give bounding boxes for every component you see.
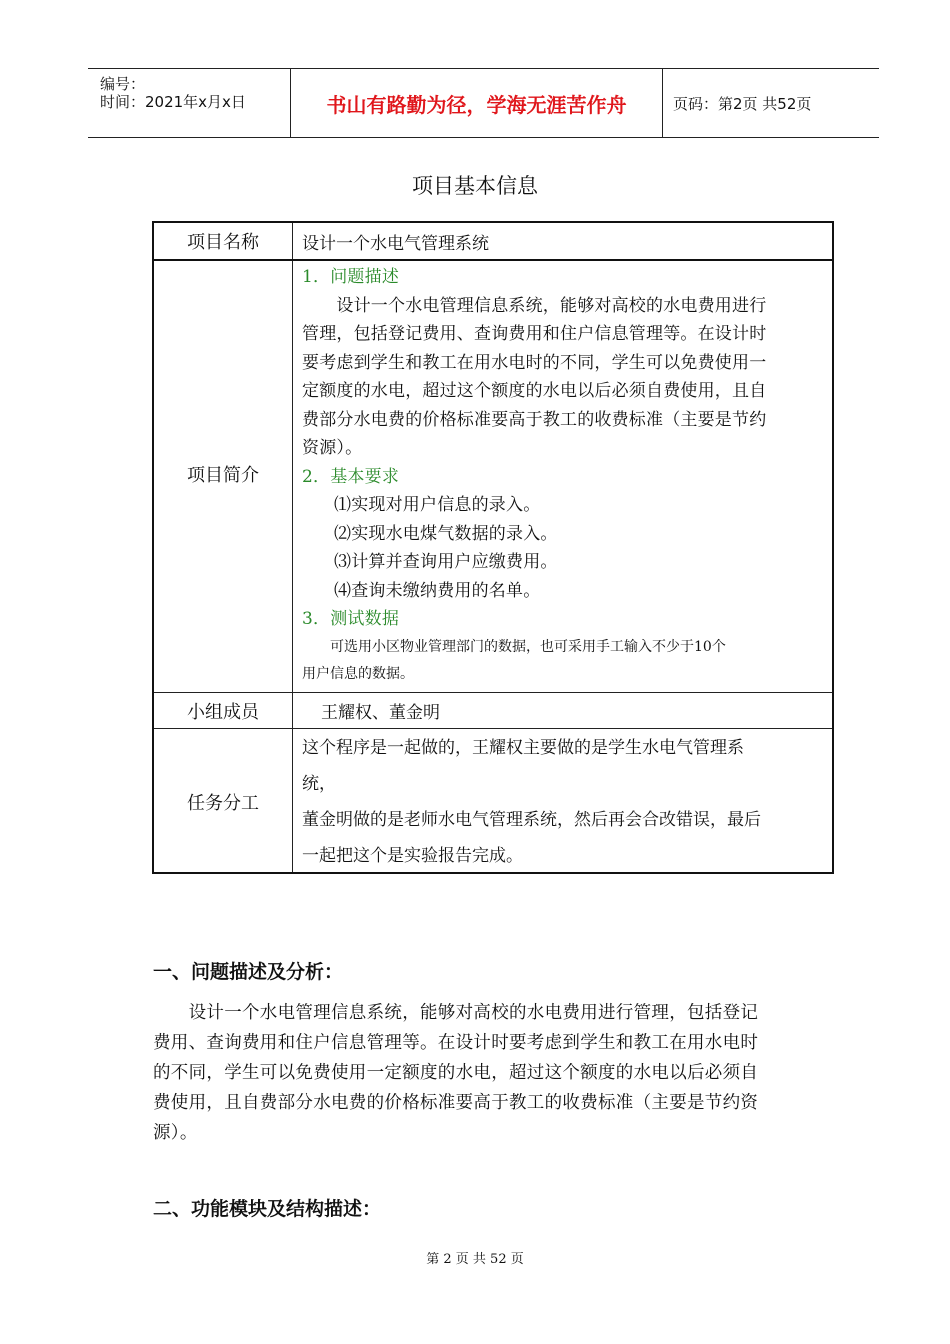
test-data-line: 可选用小区物业管理部门的数据，也可采用手工输入不少于10个 bbox=[302, 638, 726, 655]
project-intro-content bbox=[302, 263, 827, 688]
project-info-table bbox=[152, 221, 834, 874]
row-divider bbox=[154, 259, 832, 261]
test-data-line: 用户信息的数据。 bbox=[302, 665, 414, 682]
section1-line: 定额度的水电，超过这个额度的水电以后必须自费使用，且自 bbox=[302, 381, 767, 401]
section-two-heading: 二、功能模块及结构描述： bbox=[153, 1198, 382, 1220]
task-label: 任务分工 bbox=[187, 793, 259, 814]
requirement-item: ⑵实现水电煤气数据的录入。 bbox=[334, 523, 558, 544]
section-one-body bbox=[153, 998, 803, 1148]
time-label: 时间：2021年x月x日 bbox=[100, 93, 246, 111]
task-content bbox=[302, 730, 832, 874]
page-footer: 第 2 页 共 52 页 bbox=[426, 1252, 524, 1267]
page-header bbox=[88, 68, 879, 138]
row-divider bbox=[154, 692, 832, 693]
project-name-value: 设计一个水电气管理系统 bbox=[302, 234, 489, 254]
column-divider bbox=[292, 223, 293, 872]
project-name-label: 项目名称 bbox=[187, 232, 259, 253]
row-divider bbox=[154, 728, 832, 729]
section-one-heading: 一、问题描述及分析： bbox=[153, 961, 344, 983]
section1-line: 管理，包括登记费用、查询费用和住户信息管理等。在设计时 bbox=[302, 324, 767, 344]
section-one-line: 费使用，且自费部分水电费的价格标准要高于教工的收费标准（主要是节约资 bbox=[153, 1093, 759, 1113]
section1-line: 资源）。 bbox=[302, 438, 363, 458]
task-line: 这个程序是一起做的，王耀权主要做的是学生水电气管理系 bbox=[302, 738, 744, 758]
requirement-item: ⑶计算并查询用户应缴费用。 bbox=[334, 552, 558, 572]
section-one-line: 的不同，学生可以免费使用一定额度的水电，超过这个额度的水电以后必须自 bbox=[153, 1063, 759, 1083]
members-value: 王耀权、董金明 bbox=[321, 703, 440, 723]
section2-title: 2．基本要求 bbox=[302, 466, 400, 487]
requirement-item: ⑴实现对用户信息的录入。 bbox=[334, 495, 541, 515]
header-motto: 书山有路勤为径，学海无涯苦作舟 bbox=[291, 69, 663, 137]
section1-title: 1．问题描述 bbox=[302, 267, 400, 287]
project-intro-label: 项目简介 bbox=[187, 465, 259, 486]
task-line: 董金明做的是老师水电气管理系统，然后再会合改错误，最后 bbox=[302, 810, 761, 830]
section3-title: 3．测试数据 bbox=[302, 609, 400, 629]
section-one-line: 设计一个水电管理信息系统，能够对高校的水电费用进行管理，包括登记 bbox=[153, 1003, 759, 1023]
document-title: 项目基本信息 bbox=[412, 174, 538, 198]
header-meta bbox=[88, 69, 291, 137]
section-one-line: 费用、查询费用和住户信息管理等。在设计时要考虑到学生和教工在用水电时 bbox=[153, 1033, 759, 1053]
task-line: 统， bbox=[302, 774, 336, 794]
header-page-label: 页码：第2页 共52页 bbox=[673, 95, 812, 113]
requirement-item: ⑷查询未缴纳费用的名单。 bbox=[334, 580, 541, 601]
section1-line: 要考虑到学生和教工在用水电时的不同，学生可以免费使用一 bbox=[302, 352, 767, 373]
task-line: 一起把这个是实验报告完成。 bbox=[302, 846, 523, 866]
section1-line: 费部分水电费的价格标准要高于教工的收费标准（主要是节约 bbox=[302, 409, 767, 430]
members-label: 小组成员 bbox=[187, 702, 259, 723]
section-one-line: 源）。 bbox=[153, 1123, 198, 1143]
section1-line: 设计一个水电管理信息系统，能够对高校的水电费用进行 bbox=[302, 295, 767, 316]
number-label: 编号： bbox=[100, 75, 146, 93]
